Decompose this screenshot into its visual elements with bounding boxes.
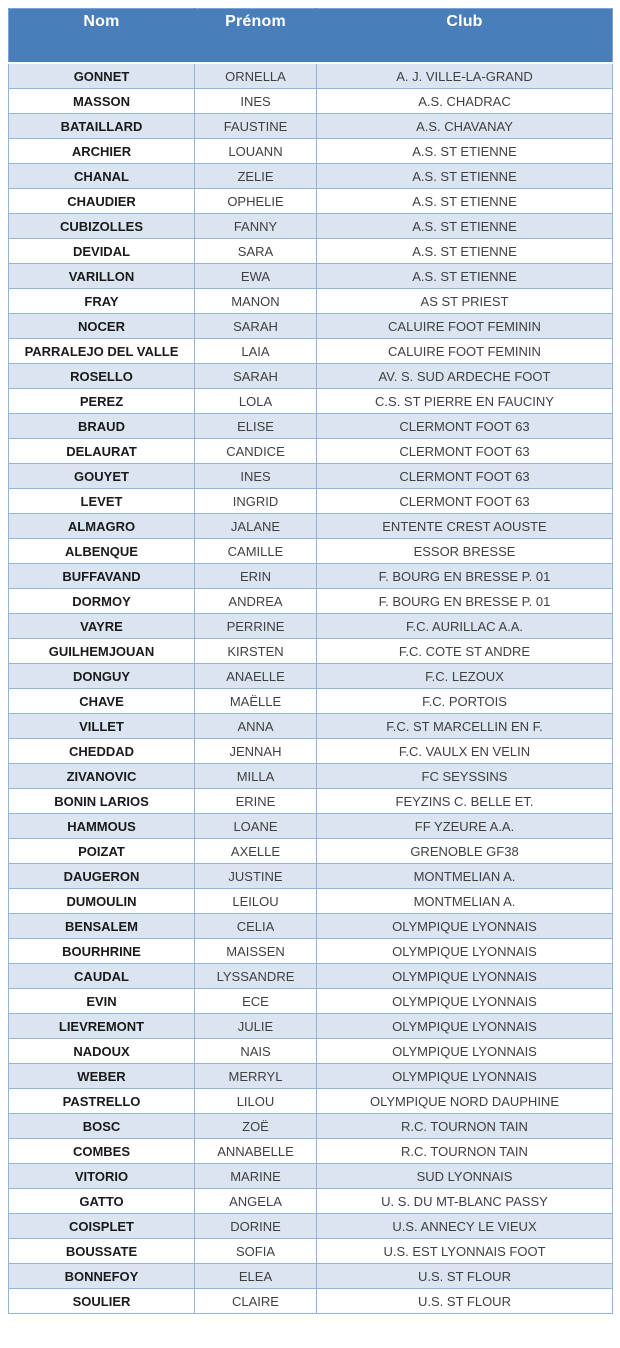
cell-prenom: PERRINE	[195, 614, 317, 639]
cell-club: OLYMPIQUE LYONNAIS	[317, 989, 613, 1014]
cell-nom: CHAUDIER	[9, 189, 195, 214]
cell-club: GRENOBLE GF38	[317, 839, 613, 864]
cell-prenom: CAMILLE	[195, 539, 317, 564]
cell-prenom: ANAELLE	[195, 664, 317, 689]
cell-club: SUD LYONNAIS	[317, 1164, 613, 1189]
cell-nom: WEBER	[9, 1064, 195, 1089]
cell-prenom: MARINE	[195, 1164, 317, 1189]
cell-nom: ALBENQUE	[9, 539, 195, 564]
cell-club: CLERMONT FOOT 63	[317, 439, 613, 464]
cell-prenom: LOLA	[195, 389, 317, 414]
table-row	[9, 789, 613, 814]
cell-club: R.C. TOURNON TAIN	[317, 1139, 613, 1164]
cell-prenom: LAIA	[195, 339, 317, 364]
table-row	[9, 689, 613, 714]
cell-nom: DAUGERON	[9, 864, 195, 889]
cell-prenom: MAËLLE	[195, 689, 317, 714]
cell-club: ENTENTE CREST AOUSTE	[317, 514, 613, 539]
cell-club: CLERMONT FOOT 63	[317, 464, 613, 489]
cell-prenom: DORINE	[195, 1214, 317, 1239]
cell-nom: BONIN LARIOS	[9, 789, 195, 814]
cell-nom: DORMOY	[9, 589, 195, 614]
table-row	[9, 1164, 613, 1189]
table-row	[9, 1039, 613, 1064]
cell-club: FC SEYSSINS	[317, 764, 613, 789]
cell-club: R.C. TOURNON TAIN	[317, 1114, 613, 1139]
cell-nom: MASSON	[9, 89, 195, 114]
table-row	[9, 239, 613, 264]
cell-club: F. BOURG EN BRESSE P. 01	[317, 564, 613, 589]
table-row	[9, 439, 613, 464]
cell-prenom: ELEA	[195, 1264, 317, 1289]
table-row	[9, 214, 613, 239]
cell-nom: NADOUX	[9, 1039, 195, 1064]
cell-prenom: ANDREA	[195, 589, 317, 614]
table-row	[9, 164, 613, 189]
cell-prenom: INES	[195, 89, 317, 114]
cell-prenom: OPHELIE	[195, 189, 317, 214]
cell-club: F.C. PORTOIS	[317, 689, 613, 714]
cell-club: OLYMPIQUE LYONNAIS	[317, 964, 613, 989]
table-row	[9, 639, 613, 664]
cell-prenom: ELISE	[195, 414, 317, 439]
cell-nom: HAMMOUS	[9, 814, 195, 839]
table-row	[9, 1114, 613, 1139]
cell-nom: EVIN	[9, 989, 195, 1014]
cell-nom: CHEDDAD	[9, 739, 195, 764]
table-row	[9, 414, 613, 439]
table-row	[9, 614, 613, 639]
cell-nom: GOUYET	[9, 464, 195, 489]
cell-nom: COMBES	[9, 1139, 195, 1164]
cell-club: OLYMPIQUE LYONNAIS	[317, 1014, 613, 1039]
cell-club: OLYMPIQUE NORD DAUPHINE	[317, 1089, 613, 1114]
table-row	[9, 814, 613, 839]
table-row	[9, 339, 613, 364]
cell-prenom: ECE	[195, 989, 317, 1014]
table-row	[9, 664, 613, 689]
cell-club: U.S. ANNECY LE VIEUX	[317, 1214, 613, 1239]
table-row	[9, 564, 613, 589]
cell-prenom: LOANE	[195, 814, 317, 839]
cell-prenom: CELIA	[195, 914, 317, 939]
cell-club: ESSOR BRESSE	[317, 539, 613, 564]
cell-nom: PASTRELLO	[9, 1089, 195, 1114]
table-row	[9, 989, 613, 1014]
cell-club: OLYMPIQUE LYONNAIS	[317, 914, 613, 939]
table-row	[9, 714, 613, 739]
table-row	[9, 739, 613, 764]
cell-club: A.S. CHAVANAY	[317, 114, 613, 139]
cell-nom: BRAUD	[9, 414, 195, 439]
cell-prenom: SARAH	[195, 364, 317, 389]
cell-club: FF YZEURE A.A.	[317, 814, 613, 839]
cell-club: OLYMPIQUE LYONNAIS	[317, 1064, 613, 1089]
cell-nom: CHAVE	[9, 689, 195, 714]
cell-prenom: CLAIRE	[195, 1289, 317, 1314]
cell-prenom: LOUANN	[195, 139, 317, 164]
cell-club: A.S. ST ETIENNE	[317, 214, 613, 239]
table-row	[9, 389, 613, 414]
cell-nom: CAUDAL	[9, 964, 195, 989]
cell-club: F.C. COTE ST ANDRE	[317, 639, 613, 664]
cell-prenom: MAISSEN	[195, 939, 317, 964]
cell-club: A.S. ST ETIENNE	[317, 239, 613, 264]
cell-club: OLYMPIQUE LYONNAIS	[317, 1039, 613, 1064]
cell-prenom: FAUSTINE	[195, 114, 317, 139]
table-row	[9, 864, 613, 889]
cell-nom: BENSALEM	[9, 914, 195, 939]
cell-nom: ZIVANOVIC	[9, 764, 195, 789]
cell-club: F.C. AURILLAC A.A.	[317, 614, 613, 639]
table-row	[9, 1214, 613, 1239]
cell-nom: COISPLET	[9, 1214, 195, 1239]
cell-prenom: ANGELA	[195, 1189, 317, 1214]
cell-prenom: KIRSTEN	[195, 639, 317, 664]
cell-nom: DEVIDAL	[9, 239, 195, 264]
cell-prenom: AXELLE	[195, 839, 317, 864]
table-row	[9, 1089, 613, 1114]
cell-prenom: CANDICE	[195, 439, 317, 464]
cell-club: F.C. VAULX EN VELIN	[317, 739, 613, 764]
cell-nom: NOCER	[9, 314, 195, 339]
cell-nom: GATTO	[9, 1189, 195, 1214]
table-row	[9, 889, 613, 914]
table-row	[9, 63, 613, 89]
cell-prenom: EWA	[195, 264, 317, 289]
cell-club: CLERMONT FOOT 63	[317, 489, 613, 514]
cell-nom: SOULIER	[9, 1289, 195, 1314]
table-row	[9, 539, 613, 564]
table-row	[9, 1264, 613, 1289]
cell-prenom: ANNA	[195, 714, 317, 739]
cell-club: CALUIRE FOOT FEMININ	[317, 339, 613, 364]
cell-nom: LIEVREMONT	[9, 1014, 195, 1039]
cell-club: OLYMPIQUE LYONNAIS	[317, 939, 613, 964]
cell-club: CALUIRE FOOT FEMININ	[317, 314, 613, 339]
table-row	[9, 1064, 613, 1089]
column-header-prenom: Prénom	[195, 9, 317, 64]
cell-prenom: SARA	[195, 239, 317, 264]
cell-club: F.C. LEZOUX	[317, 664, 613, 689]
cell-nom: LEVET	[9, 489, 195, 514]
cell-club: A. J. VILLE-LA-GRAND	[317, 63, 613, 89]
table-row	[9, 139, 613, 164]
cell-club: A.S. CHADRAC	[317, 89, 613, 114]
cell-club: AV. S. SUD ARDECHE FOOT	[317, 364, 613, 389]
cell-prenom: JUSTINE	[195, 864, 317, 889]
table-row	[9, 489, 613, 514]
column-header-nom: Nom	[9, 9, 195, 64]
cell-nom: BATAILLARD	[9, 114, 195, 139]
cell-prenom: ORNELLA	[195, 63, 317, 89]
table-row	[9, 464, 613, 489]
cell-club: F.C. ST MARCELLIN EN F.	[317, 714, 613, 739]
cell-club: U.S. EST LYONNAIS FOOT	[317, 1239, 613, 1264]
cell-club: MONTMELIAN A.	[317, 864, 613, 889]
table-row	[9, 939, 613, 964]
cell-prenom: INES	[195, 464, 317, 489]
cell-nom: DUMOULIN	[9, 889, 195, 914]
cell-nom: VAYRE	[9, 614, 195, 639]
cell-prenom: ERIN	[195, 564, 317, 589]
table-body	[9, 63, 613, 1314]
cell-prenom: ANNABELLE	[195, 1139, 317, 1164]
table-row	[9, 289, 613, 314]
cell-prenom: MERRYL	[195, 1064, 317, 1089]
table-row	[9, 914, 613, 939]
table-row	[9, 1189, 613, 1214]
table-row	[9, 1139, 613, 1164]
cell-nom: BONNEFOY	[9, 1264, 195, 1289]
cell-prenom: LILOU	[195, 1089, 317, 1114]
cell-nom: BOUSSATE	[9, 1239, 195, 1264]
table-header	[9, 9, 613, 64]
cell-prenom: JALANE	[195, 514, 317, 539]
cell-nom: GUILHEMJOUAN	[9, 639, 195, 664]
cell-nom: VITORIO	[9, 1164, 195, 1189]
table-row	[9, 364, 613, 389]
cell-nom: GONNET	[9, 63, 195, 89]
table-row	[9, 839, 613, 864]
cell-prenom: ZOË	[195, 1114, 317, 1139]
cell-nom: PARRALEJO DEL VALLE	[9, 339, 195, 364]
cell-club: U.S. ST FLOUR	[317, 1264, 613, 1289]
table-row	[9, 1014, 613, 1039]
table-row	[9, 114, 613, 139]
cell-prenom: MANON	[195, 289, 317, 314]
table-row	[9, 264, 613, 289]
cell-prenom: NAIS	[195, 1039, 317, 1064]
cell-prenom: SOFIA	[195, 1239, 317, 1264]
cell-nom: POIZAT	[9, 839, 195, 864]
cell-club: A.S. ST ETIENNE	[317, 264, 613, 289]
cell-club: A.S. ST ETIENNE	[317, 164, 613, 189]
cell-prenom: INGRID	[195, 489, 317, 514]
cell-prenom: ERINE	[195, 789, 317, 814]
players-table	[8, 8, 613, 1314]
cell-club: AS ST PRIEST	[317, 289, 613, 314]
cell-nom: VARILLON	[9, 264, 195, 289]
cell-nom: DELAURAT	[9, 439, 195, 464]
cell-prenom: JENNAH	[195, 739, 317, 764]
cell-club: U. S. DU MT-BLANC PASSY	[317, 1189, 613, 1214]
cell-nom: ALMAGRO	[9, 514, 195, 539]
cell-prenom: FANNY	[195, 214, 317, 239]
cell-prenom: SARAH	[195, 314, 317, 339]
header-row	[9, 9, 613, 64]
cell-nom: BOURHRINE	[9, 939, 195, 964]
cell-nom: CHANAL	[9, 164, 195, 189]
cell-club: A.S. ST ETIENNE	[317, 139, 613, 164]
cell-nom: BOSC	[9, 1114, 195, 1139]
cell-nom: BUFFAVAND	[9, 564, 195, 589]
table-row	[9, 89, 613, 114]
table-row	[9, 514, 613, 539]
cell-prenom: LEILOU	[195, 889, 317, 914]
cell-club: A.S. ST ETIENNE	[317, 189, 613, 214]
cell-club: CLERMONT FOOT 63	[317, 414, 613, 439]
cell-club: C.S. ST PIERRE EN FAUCINY	[317, 389, 613, 414]
cell-nom: CUBIZOLLES	[9, 214, 195, 239]
column-header-club: Club	[317, 9, 613, 64]
table-row	[9, 189, 613, 214]
cell-prenom: MILLA	[195, 764, 317, 789]
table-row	[9, 764, 613, 789]
cell-nom: ROSELLO	[9, 364, 195, 389]
cell-prenom: JULIE	[195, 1014, 317, 1039]
table-row	[9, 314, 613, 339]
cell-club: F. BOURG EN BRESSE P. 01	[317, 589, 613, 614]
players-table-container	[8, 8, 613, 1314]
cell-club: U.S. ST FLOUR	[317, 1289, 613, 1314]
cell-nom: ARCHIER	[9, 139, 195, 164]
cell-prenom: ZELIE	[195, 164, 317, 189]
table-row	[9, 1289, 613, 1314]
cell-club: FEYZINS C. BELLE ET.	[317, 789, 613, 814]
cell-nom: FRAY	[9, 289, 195, 314]
cell-nom: VILLET	[9, 714, 195, 739]
cell-nom: DONGUY	[9, 664, 195, 689]
cell-nom: PEREZ	[9, 389, 195, 414]
table-row	[9, 964, 613, 989]
table-row	[9, 1239, 613, 1264]
cell-club: MONTMELIAN A.	[317, 889, 613, 914]
cell-prenom: LYSSANDRE	[195, 964, 317, 989]
table-row	[9, 589, 613, 614]
